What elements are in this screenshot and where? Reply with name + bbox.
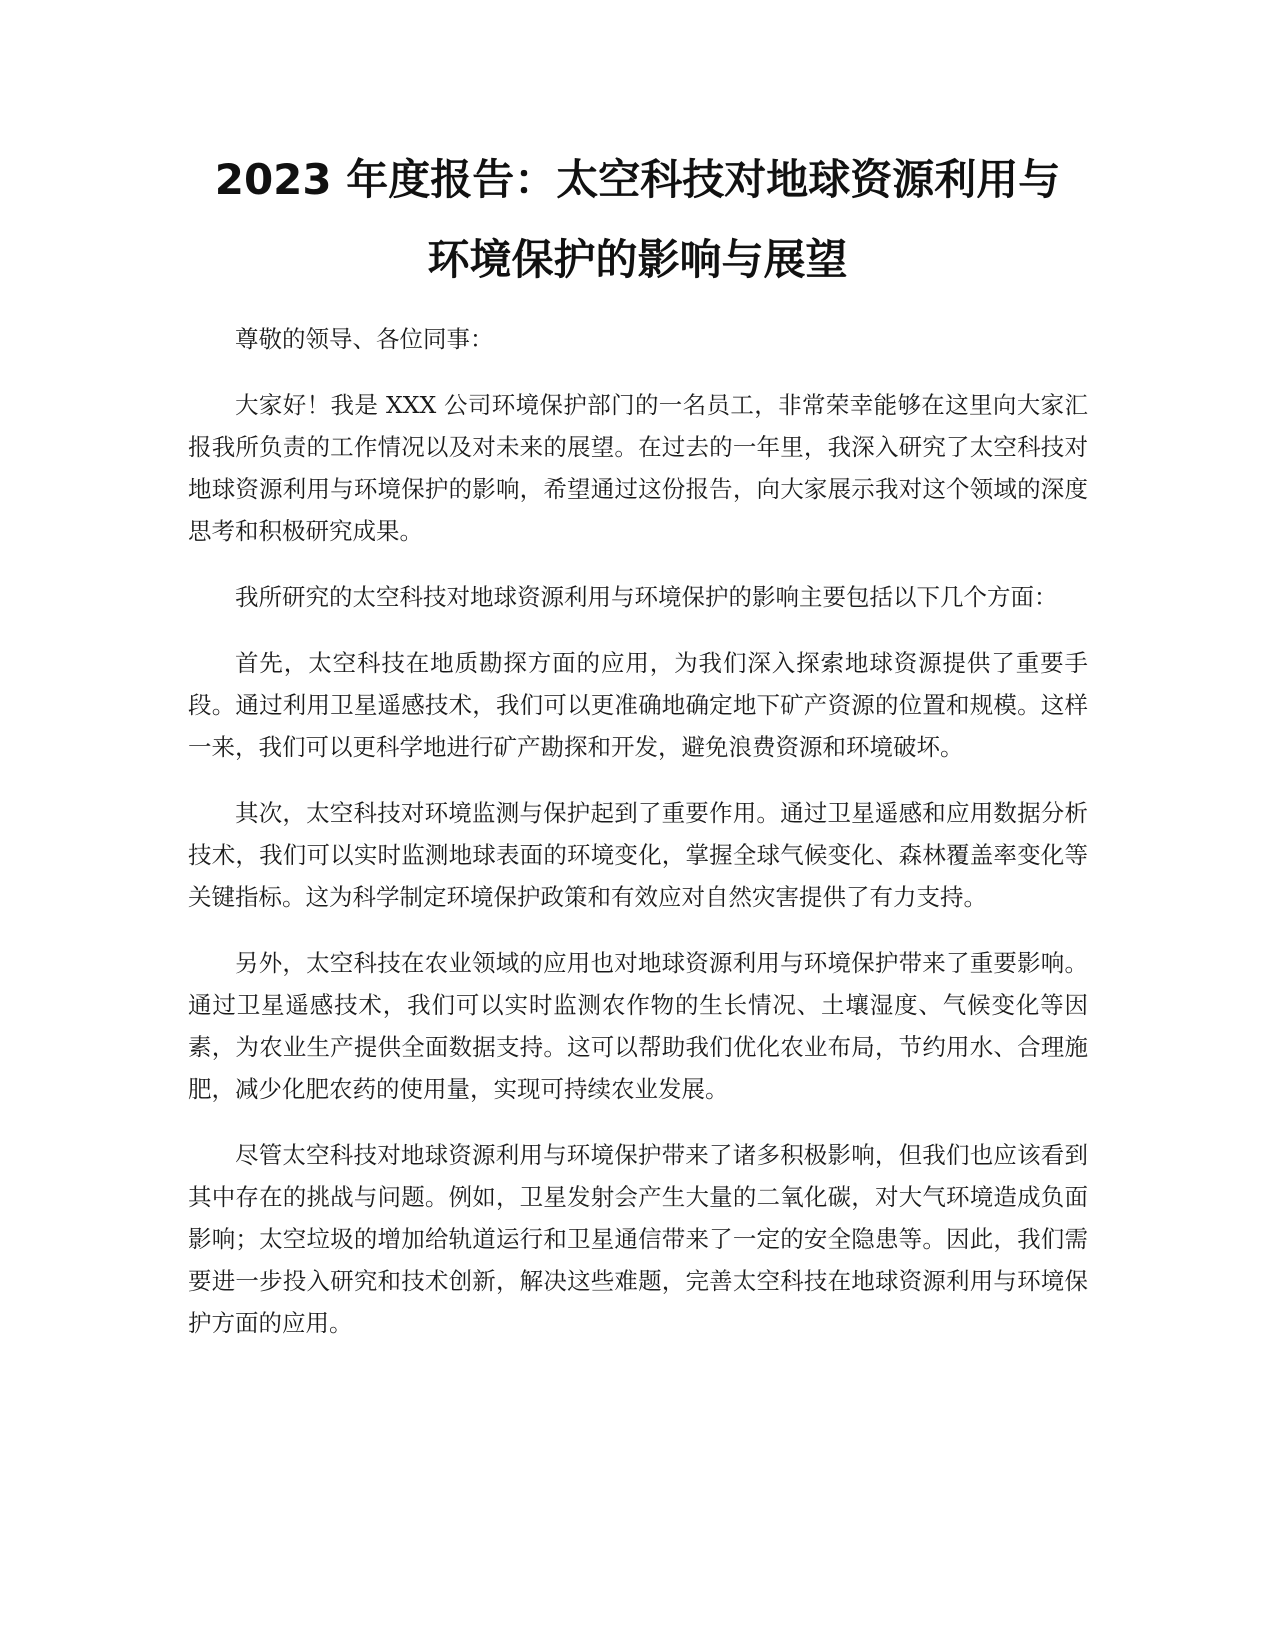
geology-paragraph: 首先，太空科技在地质勘探方面的应用，为我们深入探索地球资源提供了重要手段。通过利用卫星遥感技术，我们可以更准确地确定地下矿产资源的位置和规模。这样一来，我们可以更科学地进行矿产勘探和开发，避免浪费资源和环境破坏。 <box>188 649 1088 761</box>
title-line-2: 环境保护的影响与展望 <box>427 235 848 284</box>
introduction-paragraph: 大家好！我是 XXX 公司环境保护部门的一名员工，非常荣幸能够在这里向大家汇报我所负责的工作情况以及对未来的展望。在过去的一年里，我深入研究了太空科技对地球资源利用与环境保护的影响，希望通过这份报告，向大家展示我对这个领域的深度思考和积极研究成果。 <box>188 391 1088 545</box>
salutation-paragraph: 尊敬的领导、各位同事： <box>235 325 494 353</box>
environment-monitoring-paragraph: 其次，太空科技对环境监测与保护起到了重要作用。通过卫星遥感和应用数据分析技术，我们可以实时监测地球表面的环境变化，掌握全球气候变化、森林覆盖率变化等关键指标。这为科学制定环境保护政策和有效应对自然灾害提供了有力支持。 <box>188 799 1088 911</box>
agriculture-paragraph: 另外，太空科技在农业领域的应用也对地球资源利用与环境保护带来了重要影响。通过卫星遥感技术，我们可以实时监测农作物的生长情况、土壤湿度、气候变化等因素，为农业生产提供全面数据支持。这可以帮助我们优化农业布局，节约用水、合理施肥，减少化肥农药的使用量，实现可持续农业发展。 <box>188 949 1088 1103</box>
challenges-paragraph: 尽管太空科技对地球资源利用与环境保护带来了诸多积极影响，但我们也应该看到其中存在的挑战与问题。例如，卫星发射会产生大量的二氧化碳，对大气环境造成负面影响；太空垃圾的增加给轨道运行和卫星通信带来了一定的安全隐患等。因此，我们需要进一步投入研究和技术创新，解决这些难题，完善太空科技在地球资源利用与环境保护方面的应用。 <box>188 1141 1088 1337</box>
overview-paragraph: 我所研究的太空科技对地球资源利用与环境保护的影响主要包括以下几个方面： <box>235 583 1058 611</box>
document-body <box>188 318 1088 1368</box>
document-title <box>150 140 1125 300</box>
title-line-1: 2023 年度报告：太空科技对地球资源利用与 <box>214 155 1061 204</box>
